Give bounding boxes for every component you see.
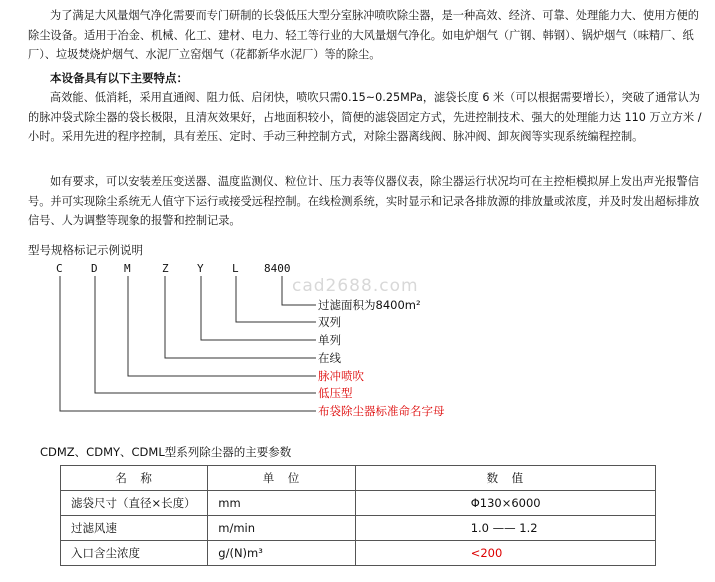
code-letter-l: L bbox=[232, 262, 239, 275]
label-double-row: 双列 bbox=[318, 315, 341, 329]
code-letter-m: M bbox=[124, 262, 131, 275]
label-filter-area: 过滤面积为8400m² bbox=[318, 298, 421, 312]
cell-value: Φ130×6000 bbox=[355, 491, 655, 516]
code-letter-area: 8400 bbox=[264, 262, 291, 275]
table-row bbox=[61, 491, 656, 516]
model-diagram-title: 型号规格标记示例说明 bbox=[28, 243, 143, 257]
connector-c bbox=[60, 276, 316, 411]
code-letter-z: Z bbox=[162, 262, 169, 275]
requirements-paragraph: 如有要求，可以安装差压变送器、温度监测仪、粒位计、压力表等仪器仪表，除尘器运行状况均可在主控柜模拟屏上发出声光报警信号。并可实现除尘系统无人值守下运行或接受远程控制。在线检测系统，实时显示和记录各排放源的排放量或浓度，并及时发出超标排放信号、人为调整等现象的报警和控制记录。 bbox=[28, 175, 700, 228]
code-letter-y: Y bbox=[197, 262, 204, 275]
cell-unit: g/(N)m³ bbox=[208, 541, 355, 566]
cell-value: 1.0 —— 1.2 bbox=[355, 516, 655, 541]
cell-value: <200 bbox=[355, 541, 655, 566]
table-row bbox=[61, 541, 656, 566]
features-heading: 本设备具有以下主要特点： bbox=[50, 71, 188, 85]
connector-d bbox=[95, 276, 316, 393]
code-letter-c: C bbox=[56, 262, 63, 275]
features-paragraph: 高效能、低消耗，采用直通阀、阻力低、启闭快，喷吹只需0.15~0.25MPa，滤袋长度 6 米（可以根据需要增长），突破了通常认为的脉冲袋式除尘器的袋长极限，且清灰效果好，占地面积较小，简便的滤袋固定方式，先进控制技术、强大的处理能力达 110 万立方米 / 小时。采用先进的程序控制，具有差压、定时、手动三种控制方式，对除尘器离线阀、脉冲阀、卸灰阀等实现系统编程控制。 bbox=[28, 91, 702, 144]
intro-paragraph: 为了满足大风量烟气净化需要而专门研制的长袋低压大型分室脉冲喷吹除尘器，是一种高效、经济、可靠、处理能力大、使用方便的除尘设备。适用于冶金、机械、化工、建材、电力、轻工等行业的大风量烟气净化。如电炉烟气（广钢、韩钢）、锅炉烟气（味精厂、纸厂）、垃圾焚烧炉烟气、水泥厂立窑烟气（花都新华水泥厂）等的除尘。 bbox=[28, 9, 699, 62]
table-header-row bbox=[61, 466, 656, 491]
header-unit: 单 位 bbox=[208, 466, 355, 491]
cell-name: 入口含尘浓度 bbox=[61, 541, 208, 566]
params-table bbox=[60, 465, 656, 566]
cell-name: 过滤风速 bbox=[61, 516, 208, 541]
label-naming-letters: 布袋除尘器标准命名字母 bbox=[318, 404, 445, 418]
label-pulse-jet: 脉冲喷吹 bbox=[318, 369, 364, 383]
header-name: 名 称 bbox=[61, 466, 208, 491]
label-low-pressure: 低压型 bbox=[318, 386, 353, 400]
label-single-row: 单列 bbox=[318, 333, 341, 347]
connector-m bbox=[128, 276, 316, 376]
params-table-title: CDMZ、CDMY、CDML型系列除尘器的主要参数 bbox=[40, 445, 292, 459]
header-value: 数 值 bbox=[355, 466, 655, 491]
table-row bbox=[61, 516, 656, 541]
cell-unit: m/min bbox=[208, 516, 355, 541]
code-letter-d: D bbox=[91, 262, 98, 275]
label-online: 在线 bbox=[318, 351, 341, 365]
cell-name: 滤袋尺寸（直径×长度） bbox=[61, 491, 208, 516]
watermark: cad2688.com bbox=[292, 276, 419, 296]
cell-unit: mm bbox=[208, 491, 355, 516]
